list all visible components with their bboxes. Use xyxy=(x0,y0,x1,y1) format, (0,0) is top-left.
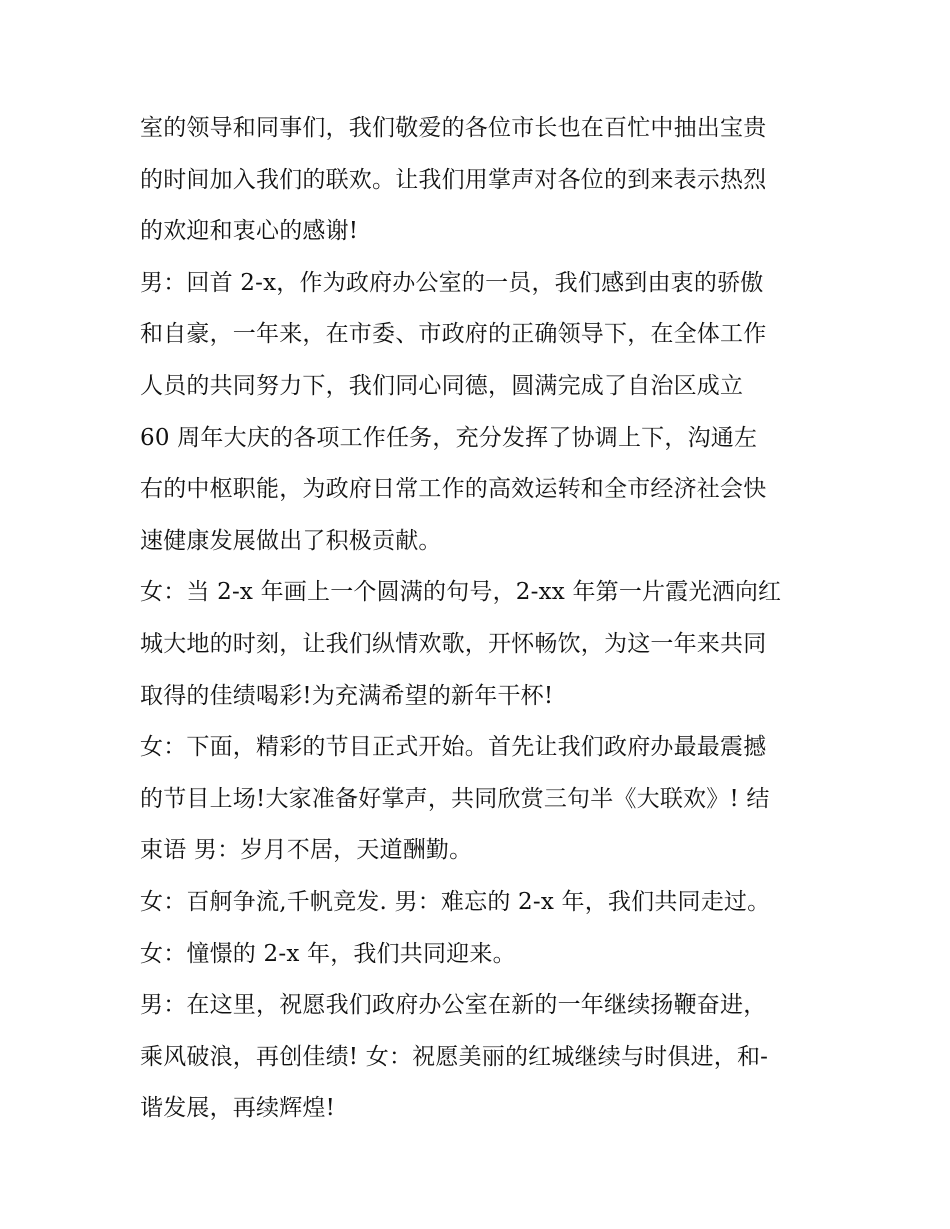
text-line: 女：下面，精彩的节目正式开始。首先让我们政府办最最震撼 xyxy=(140,734,767,761)
text-line: 取得的佳绩喝彩!为充满希望的新年干杯! xyxy=(140,682,554,709)
text-line: 和自豪，一年来，在市委、市政府的正确领导下，在全体工作 xyxy=(140,321,767,348)
text-line: 男：回首 2-x，作为政府办公室的一员，我们感到由衷的骄傲 xyxy=(140,269,764,296)
text-line: 的节目上场!大家准备好掌声，共同欣赏三句半《大联欢》! 结 xyxy=(140,785,770,812)
text-line: 60 周年大庆的各项工作任务，充分发挥了协调上下，沟通左 xyxy=(140,424,758,451)
text-line: 女：百舸争流,千帆竞发. 男：难忘的 2-x 年，我们共同走过。 xyxy=(140,888,771,915)
text-line: 的欢迎和衷心的感谢! xyxy=(140,218,359,245)
text-line: 速健康发展做出了积极贡献。 xyxy=(140,527,442,554)
text-line: 女：当 2-x 年画上一个圆满的句号，2-xx 年第一片霞光洒向红 xyxy=(140,579,782,606)
text-line: 人员的共同努力下，我们同心同德，圆满完成了自治区成立 xyxy=(140,372,744,399)
text-line: 谐发展，再续辉煌! xyxy=(140,1095,336,1122)
text-line: 城大地的时刻，让我们纵情欢歌，开怀畅饮，为这一年来共同 xyxy=(140,630,767,657)
text-line: 室的领导和同事们，我们敬爱的各位市长也在百忙中抽出宝贵 xyxy=(140,115,767,141)
text-line: 女：憧憬的 2-x 年，我们共同迎来。 xyxy=(140,940,516,967)
text-line: 的时间加入我们的联欢。让我们用掌声对各位的到来表示热烈 xyxy=(140,166,767,193)
document-body xyxy=(140,103,830,1135)
text-line: 束语 男：岁月不居，天道酬勤。 xyxy=(140,837,473,864)
text-line: 男：在这里，祝愿我们政府办公室在新的一年继续扬鞭奋进， xyxy=(140,992,767,1019)
text-line: 乘风破浪，再创佳绩! 女：祝愿美丽的红城继续与时俱进，和- xyxy=(140,1043,769,1070)
text-line: 右的中枢职能，为政府日常工作的高效运转和全市经济社会快 xyxy=(140,476,767,503)
